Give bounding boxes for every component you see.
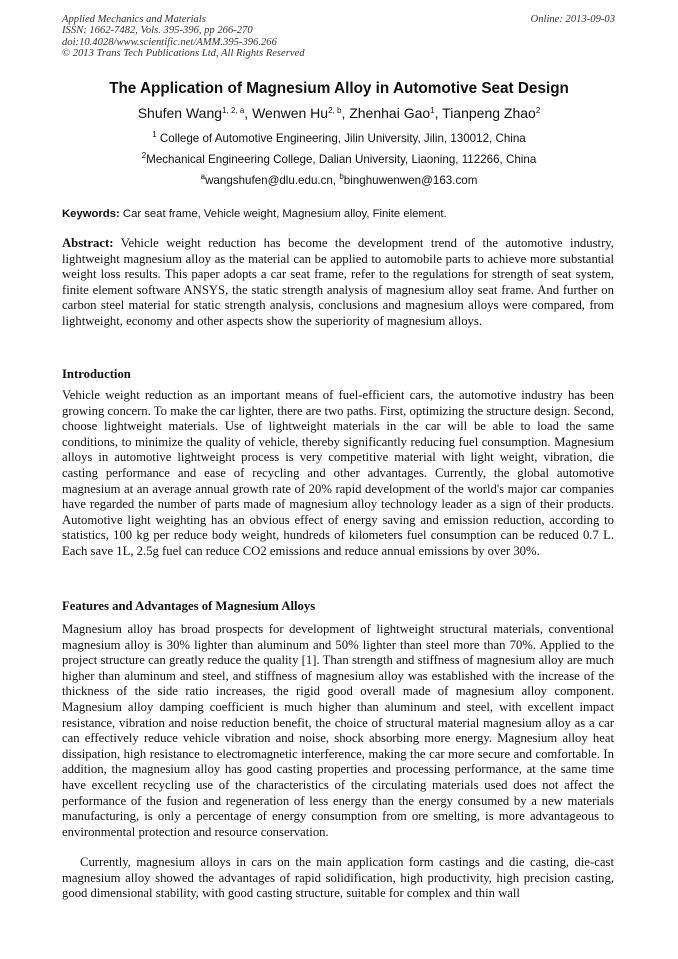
abstract-text: Vehicle weight reduction has become the development trend of the automotive industry, lightweight magnesium alloy as the material can be applied to automobile parts to achieve more substantial weight loss results. This paper adopts a car seat frame, refer to the regulations for strength of seat system, finite element software ANSYS, the static strength analysis of magnesium alloy seat frame. And further on carbon steel material for static strength analysis, conclusions and magnesium alloys were compared, from lightweight, economy and other aspects show the superiority of magnesium alloys. — [62, 236, 614, 328]
keywords-label: Keywords: — [62, 208, 120, 220]
keywords-text: Car seat frame, Vehicle weight, Magnesium alloy, Finite element. — [122, 208, 447, 220]
affiliation — [0, 153, 678, 166]
author-name: Wenwen Hu — [252, 105, 329, 121]
author-list: Shufen Wang$^{1, 2, a}$, Wenwen Hu$^{2, b}$, Zhenhai Gao$^1$, Tianpeng Zhao$^2$ — [137, 105, 541, 121]
email-link[interactable]: binghuwenwen@163.com — [343, 174, 478, 187]
journal-copyright: © 2013 Trans Tech Publications Ltd, All Rights Reserved — [62, 48, 305, 60]
abstract — [62, 236, 614, 330]
introduction-paragraph: Vehicle weight reduction as an important means of fuel-efficient cars, the automotive industry has been growing concern. To make the car lighter, there are two paths. First, optimizing the structure design. Second, choose lightweight materials. Use of lightweight materials in the car will be able to load the same conditions, to minimize the quality of vehicle, thereby significantly reducing fuel consumption. Magnesium alloys in automotive lightweight process is very competitive material with light weight, vibration, die casting performance and ease of recycling and other advantages. Currently, the global automotive magnesium at an average annual growth rate of 20% rapid development of the world's major car companies have regarded the number of parts made of magnesium alloy technology leader as a sign of their products. Automotive light weighting has an obvious effect of energy saving and emission reduction, according to statistics, 100 kg per reduce body weight, hundreds of kilometers fuel consumption can be reduced 0.7 L. Each save 1L, 2.5g fuel can reduce CO2 emissions and reduce annual emissions by over 30%. — [62, 388, 614, 558]
author-name: Tianpeng Zhao — [442, 105, 536, 121]
features-paragraph-continued: Currently, magnesium alloys in cars on the main application form castings and die casting, die-cast magnesium alloy showed the advantages of rapid solidification, high productivity, high precision casting, good dimensional stability, with good casting structure, suitable for complex and thin wall — [62, 855, 614, 901]
keywords — [62, 208, 618, 220]
author-affiliation-mark: 1 — [430, 106, 435, 115]
journal-name: Applied Mechanics and Materials — [62, 14, 206, 25]
paper-title: The Application of Magnesium Alloy in Automotive Seat Design — [109, 80, 569, 97]
abstract-label: Abstract: — [62, 236, 114, 250]
journal-issn: ISSN: 1662-7482, Vols. 395-396, pp 266-270 — [62, 25, 253, 37]
online-date: Online: 2013-09-03 — [530, 14, 615, 25]
author-affiliation-mark: 2, b — [328, 106, 342, 115]
affiliation-text: College of Automotive Engineering, Jilin University, Jilin, 130012, China — [159, 132, 526, 145]
section-heading-features: Features and Advantages of Magnesium Alloys — [62, 599, 316, 613]
journal-header — [62, 14, 305, 60]
affiliation-text: Mechanical Engineering College, Dalian University, Liaoning, 112266, China — [146, 153, 537, 166]
affiliation-mark: 1 — [152, 130, 157, 139]
author-emails — [0, 174, 678, 187]
affiliation-mark: 2 — [141, 151, 147, 160]
author-affiliation-mark: 1, 2, a — [222, 106, 245, 115]
features-paragraph: Magnesium alloy has broad prospects for development of lightweight structural materials, conventional magnesium alloy is 30% lighter than aluminum and 50% lighter than steel more than 70%. Applied to the project structure can greatly reduce the quality [1]. Than strength and stiffness of magnesium alloy are much higher than aluminum and steel, and stiffness of magnesium alloy was established with the increase of the thickness of the side ratio increases, the rigid good overall made of magnesium alloy component. Magnesium alloy damping coefficient is much higher than aluminum and steel, with excellent impact resistance, vibration and noise reduction benefit, the choice of structural material magnesium alloy as a car can effectively reduce vehicle vibration and noise, shock absorbing more energy. Magnesium alloy heat dissipation, high resistance to electromagnetic interference, making the car more secure and comfortable. In addition, the magnesium alloy has good casting properties and processing performance, at the same time have excellent recycling use of the characteristics of the circulating materials used does not affect the performance of the fusion and regeneration of less energy than the energy consumed by a new materials manufacturing, is only a percentage of energy consumption from ore smelting, is more advantageous to environmental protection and resource conservation. — [62, 622, 614, 839]
author-name: Shufen Wang — [137, 105, 223, 121]
author-affiliation-mark: 2 — [535, 106, 541, 115]
affiliation — [0, 132, 678, 145]
author-name: Zhenhai Gao — [349, 105, 431, 121]
email-mark: a — [200, 172, 206, 181]
email-link[interactable]: wangshufen@dlu.edu.cn, — [205, 174, 337, 187]
section-heading-introduction: Introduction — [62, 367, 131, 381]
email-mark: b — [339, 172, 344, 181]
journal-doi: doi:10.4028/www.scientific.net/AMM.395-396.266 — [62, 36, 277, 48]
